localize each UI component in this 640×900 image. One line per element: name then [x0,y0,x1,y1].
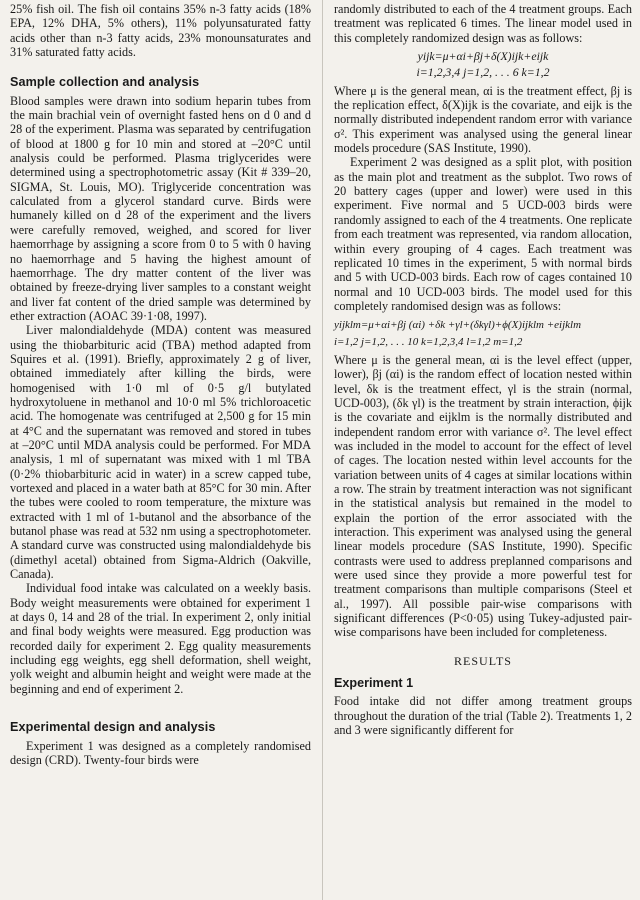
heading-experimental-design: Experimental design and analysis [10,720,216,735]
left-column [10,2,311,767]
paragraph-mda: Liver malondialdehyde (MDA) content was measured using the thiobarbituric acid (TBA) method adapted from Squires et al. (1991). Briefly, approximately 2 g of liver, obtained immediately after killing the birds, were homogenised with 1·0 ml of 0·5 g/l butylated hydroxytoluene in methanol and 10·0 ml 5% trichloroacetic acid. The homogenate was centrifuged at 2,500 g for 15 min at 4°C and the supernatant was removed and stored in tubes at –20°C until MDA analysis could be performed. For MDA analysis, 1 ml of supernatant was mixed with 1 ml TBA (0·2% thiobarbituric acid in water) in a screw capped tube, vortexed and placed in a water bath at 85°C for 30 min. After the tubes were cooled to room temperature, the mixture was extracted with 1 ml of 1-butanol and the absorbance of the butanol phase was read at 532 nm using a spectrophotometer. A standard curve was constructed using malondialdehyde bis (dimethyl acetal) obtained from Sigma-Aldrich (Oakville, Canada). [10,323,311,582]
paragraph-food-intake: Individual food intake was calculated on a weekly basis. Body weight measurements were obtained for experiment 1 at days 0, 14 and 28 of the trial. In experiment 2, only initial and final body weights were measured. Egg production was recorded daily for experiment 2. Egg quality measurements including egg weights, egg shell deformation, shell weight, yolk weight and albumin height and weight were made at the beginning and end of experiment 2. [10,581,311,696]
equation-1-indices: i=1,2,3,4 j=1,2, . . . 6 k=1,2 [416,65,550,80]
heading-sample-collection: Sample collection and analysis [10,75,200,90]
paragraph-experiment-2: Experiment 2 was designed as a split plot, with position as the main plot and treatment as the subplot. Two rows of 20 battery cages (upper and lower) were used in this experiment. Five normal and 5 UCD-003 birds were randomly assigned to each of the 4 treatments. One replicate from each treatment was represented, via random allocation, within every grouping of 4 cages. Each treatment was replicated 10 times in the experiment, 5 with normal birds and 5 with UCD-003 birds. Each row of cages contained 10 normal and 10 UCD-003 birds. The model used for this completely randomised design was as follows: [334,155,632,313]
equation-2-model: yijklm=μ+αi+βj (αi) +δk +γl+(δkγl)+ϕ(X)ijklm +eijklm [334,319,582,332]
paragraph-where-1: Where μ is the general mean, αi is the treatment effect, βj is the replication effect, δ(X)ijk is the covariate, and eijk is the normally distributed independent random error with variance σ². This experiment was analysed using the general linear models procedure (SAS Institute, 1990). [334,83,632,156]
heading-results: RESULTS [454,653,512,668]
paragraph-experiment-1: Experiment 1 was designed as a completely randomised design (CRD). Twenty-four birds were [10,738,311,767]
right-column [334,2,632,738]
paragraph-random-distribution: randomly distributed to each of the 4 treatment groups. Each treatment was replicated 6 times. The linear model used in this completely randomized design was as follows: [334,2,632,45]
paragraph-where-2: Where μ is the general mean, αi is the level effect (upper, lower), βj (αi) is the random effect of location nested within level, δk is the treatment effect, γl is the strain (normal, UCD-003), (δk γl) is the treatment by strain interaction, ϕijk is the covariate and eijklm is the normally distributed and independent random error with variance σ². The level effect was included in the model to account for the effect of level of cages. The location nested within level accounts for the variation between units of 4 cages at similar locations within a row. The strain by treatment interaction was not significant in the statistical analysis but remained in the model to explain the portion of the error associated with the interaction. This experiment was analysed using the general linear models procedure (SAS Institute, 1990). Specific contrasts were used to address preplanned comparisons and were used since they provide a more powerful test for treatment comparisons than multiple comparisons (Steel et al., 1997). All possible pair-wise comparisons with significant differences (P<0·05) using Tukey-adjusted pair-wise comparisons have been included for completeness. [334,352,632,640]
equation-2-indices: i=1,2 j=1,2, . . . 10 k=1,2,3,4 l=1,2 m=1,2 [334,335,523,348]
column-divider [322,0,323,900]
equation-2 [334,318,632,349]
heading-experiment-1: Experiment 1 [334,676,414,691]
paragraph-fish-oil: 25% fish oil. The fish oil contains 35% n-3 fatty acids (18% EPA, 12% DHA, 5% others), 11% polyunsaturated fatty acids other than n-3 fatty acids, 23% monounsaturates and 31% saturated fatty acids. [10,2,311,60]
paragraph-blood-samples: Blood samples were drawn into sodium heparin tubes from the main brachial vein of overnight fasted hens on d 0 and d 28 of the experiment. Plasma was separated by centrifugation of blood at 1800 g for 10 min and stored at –20°C until analysis could be performed. Plasma triglycerides were determined using a spectrophotometric assay (Kit # 339–20, SIGMA, St. Louis, MO). Triglyceride concentration was calculated from a glycerol standard curve. Birds were humanely killed on d 28 of the experiment and the livers were carefully removed, weighed, and scored for liver haemorrhage by assigning a score from 0 to 5 with 0 having no haemorrhage and 5 having the highest amount of haemorrhage. The dry matter content of the liver was obtained by freeze-drying liver samples to a constant weight and liver fat content of the dried sample was determined by ether extraction (AOAC 39·1·08, 1997). [10,93,311,323]
equation-1-model: yijk=μ+αi+βj+δ(X)ijk+eijk [417,49,549,64]
equation-1 [334,49,632,80]
paragraph-food-intake-results: Food intake did not differ among treatment groups throughout the duration of the trial (Table 2). Treatments 1, 2 and 3 were significantly different for [334,694,632,738]
